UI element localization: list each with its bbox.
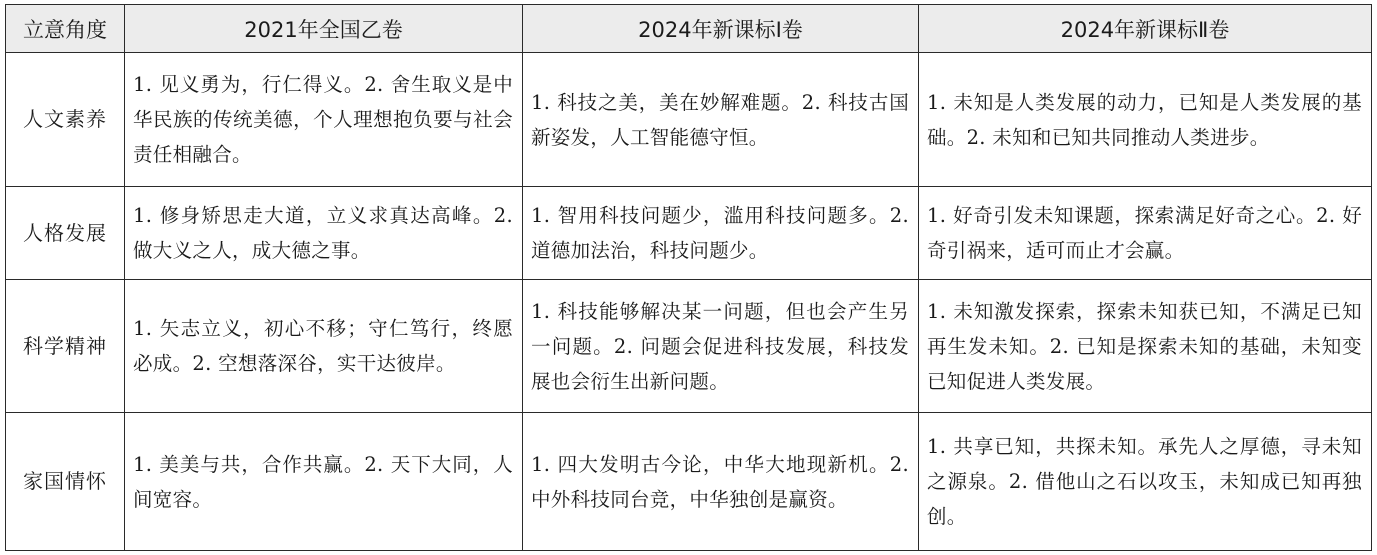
header-2024-new-curriculum-2: 2024年新课标Ⅱ卷 [919,5,1372,53]
cell-2021: 1. 见义勇为，行仁得义。2. 舍生取义是中华民族的传统美德，个人理想抱负要与社会责任相融合。 [125,53,523,187]
cell-2021: 1. 美美与共，合作共赢。2. 天下大同，人间宽容。 [125,413,523,551]
row-angle-cell: 人格发展 [6,187,125,280]
cell-2024-1: 1. 智用科技问题少，滥用科技问题多。2. 道德加法治，科技问题少。 [523,187,919,280]
cell-2024-2: 1. 未知激发探索，探索未知获已知，不满足已知再生发未知。2. 已知是探索未知的基础，未知变已知促进人类发展。 [919,280,1372,413]
cell-2024-1: 1. 科技之美，美在妙解难题。2. 科技古国新姿发，人工智能德守恒。 [523,53,919,187]
table-header [6,5,1372,53]
cell-2024-2: 1. 共享已知，共探未知。承先人之厚德，寻未知之源泉。2. 借他山之石以攻玉，未知成已知再独创。 [919,413,1372,551]
table-row [6,187,1372,280]
cell-2021: 1. 修身矫思走大道，立义求真达高峰。2. 做大义之人，成大德之事。 [125,187,523,280]
cell-2024-2: 1. 未知是人类发展的动力，已知是人类发展的基础。2. 未知和已知共同推动人类进步。 [919,53,1372,187]
table-row [6,53,1372,187]
cell-2024-1: 1. 科技能够解决某一问题，但也会产生另一问题。2. 问题会促进科技发展，科技发展也会衍生出新问题。 [523,280,919,413]
header-angle: 立意角度 [6,5,125,53]
cell-2024-2: 1. 好奇引发未知课题，探索满足好奇之心。2. 好奇引祸来，适可而止才会赢。 [919,187,1372,280]
table-row [6,280,1372,413]
row-angle-cell: 科学精神 [6,280,125,413]
table-row [6,413,1372,551]
row-angle-cell: 家国情怀 [6,413,125,551]
table-body [6,53,1372,551]
row-angle-cell: 人文素养 [6,53,125,187]
header-2021-national-b: 2021年全国乙卷 [125,5,523,53]
cell-2021: 1. 矢志立义，初心不移；守仁笃行，终愿必成。2. 空想落深谷，实干达彼岸。 [125,280,523,413]
header-2024-new-curriculum-1: 2024年新课标I卷 [523,5,919,53]
essay-theme-comparison-table [5,4,1372,551]
comparison-table-container [5,4,1371,550]
cell-2024-1: 1. 四大发明古今论，中华大地现新机。2. 中外科技同台竞，中华独创是赢资。 [523,413,919,551]
header-row [6,5,1372,53]
